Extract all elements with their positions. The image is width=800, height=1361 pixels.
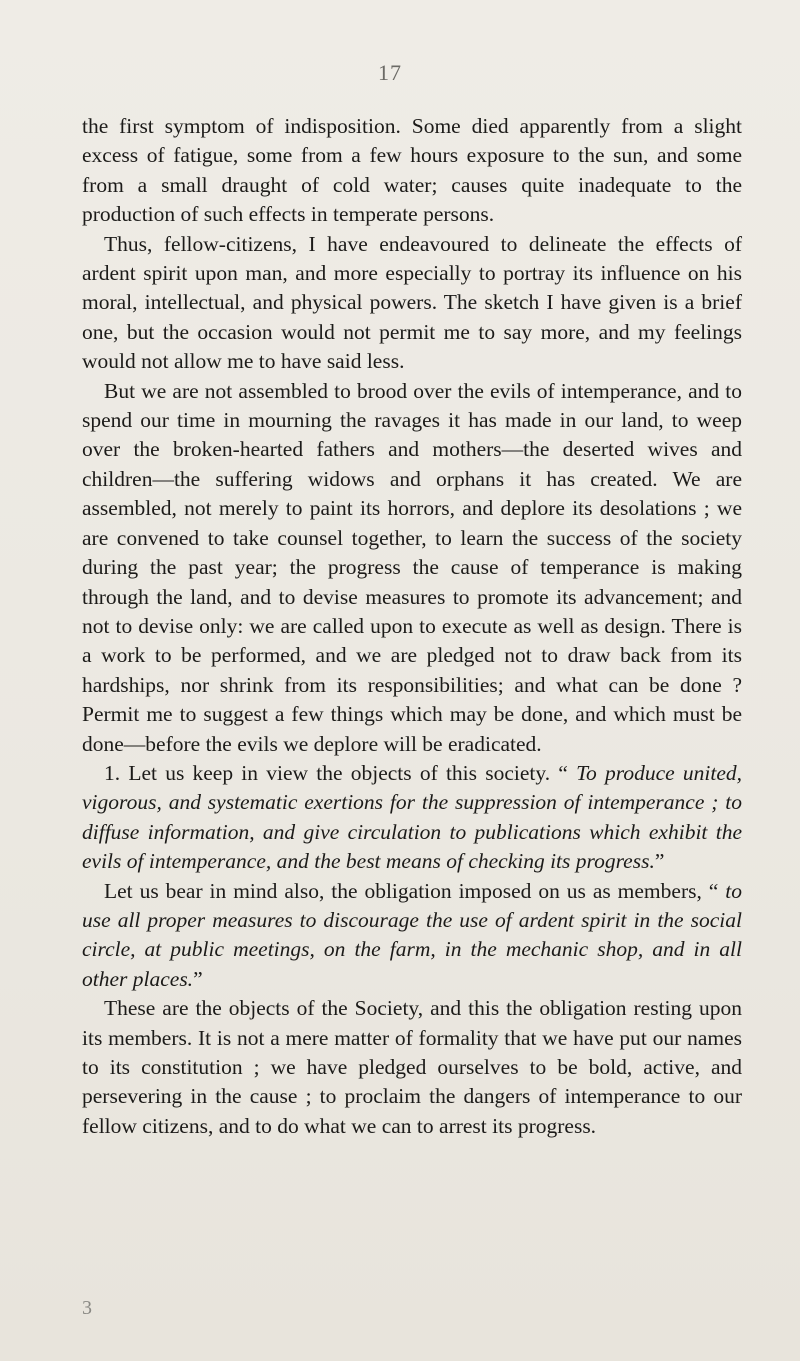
paragraph <box>82 877 742 995</box>
text-run: Thus, fellow-citizens, I have endeavoured to delineate the effects of ardent spirit upon man, and more especially to portray its influence on his moral, intellectual, and physical powers. The sketch I have given is a brief one, but the occasion would not permit me to say more, and my feelings would not allow me to have said less. <box>82 231 742 374</box>
paragraph <box>82 377 742 759</box>
text-run: But we are not assembled to brood over the evils of intemperance, and to spend our time in mourning the ravages it has made in our land, to weep over the broken-hearted fathers and mothers—the deserted wives and children—the suffering widows and orphans it has created. We are assembled, not merely to paint its horrors, and deplore its desolations ; we are convened to take counsel together, to learn the success of the society during the past year; the progress the cause of temperance is making through the land, and to devise measures to promote its advancement; and not to devise only: we are called upon to execute as well as design. There is a work to be performed, and we are pledged not to draw back from its hardships, nor shrink from its responsibilities; and what can be done ? Permit me to suggest a few things which may be done, and which must be done—before the evils we deplore will be eradicated. <box>82 378 742 756</box>
text-run: ” <box>193 966 203 991</box>
signature-mark: 3 <box>82 1297 92 1319</box>
text-run: 1. Let us keep in view the objects of this society. “ <box>104 760 577 785</box>
paragraph <box>82 759 742 877</box>
italic-quote: To produce united, vigorous, and systematic exertions for the suppression of intemperance ; to diffuse information, and give circulation to publications which exhibit the evils of intemperance, and the best means of checking its progress. <box>82 760 742 874</box>
italic-quote: to use all proper measures to discourage the use of ardent spirit in the social circle, at public meetings, on the farm, in the mechanic shop, and in all other places. <box>82 878 742 991</box>
page-number: 17 <box>378 60 402 85</box>
text-run: the first symptom of indisposition. Some died apparently from a slight excess of fatigue, some from a few hours exposure to the sun, and some from a small draught of cold water; causes quite inadequate to the production of such effects in temperate persons. <box>82 114 742 227</box>
paragraph <box>82 994 742 1141</box>
paragraph <box>82 112 742 230</box>
paragraph <box>82 230 742 377</box>
text-run: These are the objects of the Society, and this the obligation resting upon its members. It is not a mere matter of formality that we have put our names to its constitution ; we have pledged ourselves to be bold, active, and persevering in the cause ; to proclaim the dangers of intemperance to our fellow citizens, and to do what we can to arrest its progress. <box>82 996 742 1138</box>
body-text <box>82 112 742 1141</box>
text-run: Let us bear in mind also, the obligation imposed on us as members, “ <box>104 878 726 903</box>
text-run: ” <box>654 849 665 874</box>
